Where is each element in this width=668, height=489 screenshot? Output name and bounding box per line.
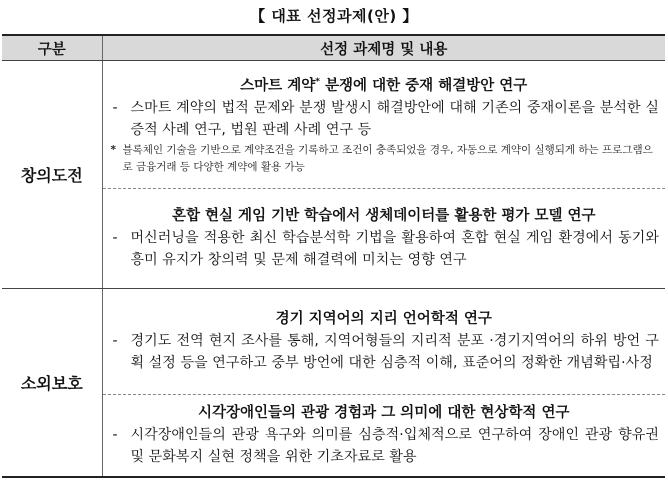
- project-item: [102, 61, 665, 189]
- project-title: 시각장애인들의 관광 경험과 그 의미에 대한 현상학적 연구: [197, 404, 570, 421]
- project-title: 혼합 현실 게임 기반 학습에서 생체데이터를 활용한 평가 모델 연구: [171, 207, 596, 224]
- category-creative-challenge: 창의도전: [2, 61, 102, 289]
- header-content: 선정 과제명 및 내용: [102, 35, 665, 61]
- selected-projects-table: [2, 34, 665, 478]
- project-item: [102, 289, 665, 395]
- table-row: [2, 189, 665, 289]
- table-row: [2, 61, 665, 189]
- project-footnote: * 블록체인 기술을 기반으로 계약조건을 기록하고 조건이 충족되었을 경우, 자동으로 계약이 실행되게 하는 프로그램으로 금융거래 등 다양한 계약에 활용 가능: [110, 143, 653, 173]
- project-item: [102, 395, 665, 478]
- header-category: 구분: [2, 35, 102, 61]
- project-description: - 머신러닝을 적용한 최신 학습분석학 기법을 활용하여 혼합 현실 게임 환경에서 동기와 흥미 유지가 창의력 및 문제 해결력에 미치는 영향 연구: [112, 229, 659, 268]
- table-row: [2, 289, 665, 395]
- table-header-row: [2, 35, 665, 61]
- document-title: 【 대표 선정과제(안) 】: [250, 7, 418, 25]
- project-item: [102, 189, 665, 289]
- project-title: 경기 지역어의 지리 언어학적 연구: [275, 310, 492, 327]
- project-title: 스마트 계약* 분쟁에 대한 중재 해결방안 연구: [240, 77, 528, 94]
- project-description: - 스마트 계약의 법적 문제와 분쟁 발생시 해결방안에 대해 기존의 중재이론을 분석한 실증적 사례 연구, 법원 판례 사례 연구 등: [112, 99, 659, 138]
- project-description: - 경기도 전역 현지 조사를 통해, 지역어형들의 지리적 분포 ·경기지역어의 하위 방언 구획 설정 등을 연구하고 중부 방언에 대한 심층적 이해, 표준어의 정확한 개념확립·사정: [112, 332, 659, 371]
- table-row: [2, 395, 665, 478]
- category-marginalized-protection: 소외보호: [2, 289, 102, 478]
- project-description: - 시각장애인들의 관광 욕구와 의미를 심층적·입체적으로 연구하여 장애인 관광 향유권 및 문화복지 실현 정책을 위한 기초자료로 활용: [112, 426, 659, 465]
